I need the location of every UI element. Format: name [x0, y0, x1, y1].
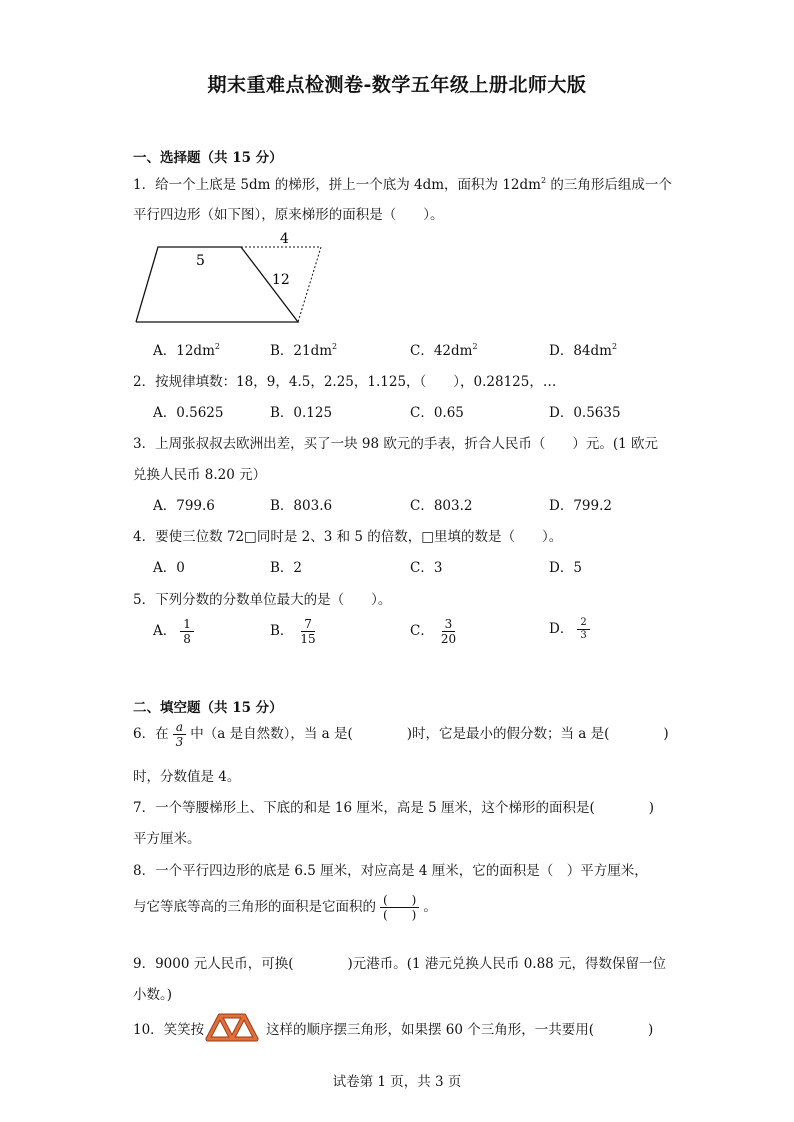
- q2-option-a[interactable]: A．0.5625: [153, 405, 224, 421]
- q4-option-a[interactable]: A．0: [153, 560, 185, 576]
- option-letter: C．: [410, 623, 434, 639]
- option-letter: C．: [410, 343, 434, 359]
- q8-line1: 8．一个平行四边形的底是 6.5 厘米，对应高是 4 厘米，它的面积是（ ）平方厘米，: [133, 863, 648, 879]
- q3-option-d[interactable]: D．799.2: [549, 498, 612, 514]
- fraction: [297, 617, 318, 646]
- q3-option-b[interactable]: B．803.6: [270, 498, 333, 514]
- q8-text-a: 与它等底等高的三角形的面积是它面积的: [133, 899, 376, 915]
- q10-post: 这样的顺序摆三角形，如果摆 60 个三角形，一共要用( ): [266, 1022, 654, 1038]
- q3-line2: 兑换人民币 8.20 元）: [133, 467, 267, 483]
- option-text: 21dm: [293, 343, 333, 359]
- q8-line2: [133, 893, 437, 922]
- q1-sup: 2: [540, 176, 547, 185]
- q4-option-d[interactable]: D．5: [549, 560, 582, 576]
- q1-option-b[interactable]: [270, 339, 337, 359]
- q1-line1: [133, 173, 672, 193]
- fraction-numerator: 3: [442, 617, 456, 632]
- fraction-numerator: 7: [301, 617, 315, 632]
- page-title: 期末重难点检测卷-数学五年级上册北师大版: [207, 74, 587, 96]
- q6-pre: 6．在: [133, 726, 169, 742]
- q7-line1: 7．一个等腰梯形上、下底的和是 16 厘米，高是 5 厘米，这个梯形的面积是( ): [133, 800, 655, 816]
- q6-line2: 时，分数值是 4。: [133, 769, 241, 785]
- q1-line2: 平行四边形（如下图），原来梯形的面积是（ ）。: [133, 207, 444, 223]
- fraction-numerator: ( ): [380, 893, 419, 908]
- option-sup: 2: [472, 342, 478, 351]
- fraction-denominator: 15: [300, 632, 316, 646]
- option-text: 42dm: [433, 343, 473, 359]
- figure-label-left: 5: [196, 253, 205, 269]
- option-sup: 2: [214, 342, 220, 351]
- option-sup: 2: [611, 342, 618, 351]
- q1-option-c[interactable]: [410, 339, 478, 359]
- section-heading-choice: 一、选择题（共 15 分）: [133, 150, 283, 166]
- q2-option-c[interactable]: C．0.65: [410, 405, 464, 421]
- option-letter: D．: [549, 343, 574, 359]
- q2-option-d[interactable]: D．0.5635: [549, 405, 621, 421]
- q7-line2: 平方厘米。: [133, 831, 201, 847]
- q1-option-d[interactable]: [549, 339, 617, 359]
- q10-pre: 10．笑笑按: [133, 1022, 205, 1038]
- q3-option-c[interactable]: C．803.2: [410, 498, 473, 514]
- q1-text-a: 1．给一个上底是 5dm 的梯形，拼上一个底为 4dm，面积为 12dm: [133, 177, 541, 193]
- fraction-denominator: 3: [175, 735, 184, 749]
- parallelogram-figure: [128, 228, 338, 330]
- option-sup: 2: [332, 342, 338, 351]
- q5-option-c[interactable]: [410, 617, 463, 646]
- q5-line1: 5．下列分数的分数单位最大的是（ ）。: [133, 592, 392, 608]
- q6-fraction: [173, 720, 187, 749]
- q6-line1: [133, 720, 669, 749]
- fraction-numerator: 2: [577, 617, 589, 630]
- fraction-denominator: 20: [440, 632, 457, 646]
- q2-option-b[interactable]: B．0.125: [270, 405, 333, 421]
- q9-line2: 小数。): [133, 987, 173, 1003]
- option-letter: B．: [270, 343, 294, 359]
- matchstick-triangles-icon: [204, 1011, 262, 1043]
- section-heading-fill: 二、填空题（共 15 分）: [133, 700, 283, 716]
- figure-label-top: 4: [280, 231, 289, 247]
- q9-line1: 9．9000 元人民币，可换( )元港币。(1 港元兑换人民币 0.88 元，得数保留一位: [133, 956, 667, 972]
- option-letter: A．: [153, 623, 177, 639]
- fraction: [438, 617, 459, 646]
- q8-fraction-blank[interactable]: [380, 893, 419, 922]
- q5-option-a[interactable]: [153, 617, 198, 646]
- fraction: [577, 617, 589, 642]
- option-text: 84dm: [573, 343, 612, 359]
- page-footer: 试卷第 1 页，共 3 页: [332, 1074, 462, 1090]
- fraction-denominator: ( ): [383, 908, 417, 922]
- q8-text-b: 。: [423, 899, 437, 915]
- q2-line1: 2．按规律填数：18，9，4.5，2.25，1.125，（ ），0.28125，…: [133, 374, 557, 390]
- fraction-denominator: 8: [183, 632, 191, 646]
- option-text: 12dm: [176, 343, 215, 359]
- q3-option-a[interactable]: A．799.6: [153, 498, 215, 514]
- q1-option-a[interactable]: [153, 339, 220, 359]
- q5-option-b[interactable]: [270, 617, 323, 646]
- fraction-numerator: a: [173, 720, 186, 735]
- q6-post: 中（a 是自然数），当 a 是( )时，它是最小的假分数；当 a 是( ): [190, 726, 669, 742]
- q1-text-b: 的三角形后组成一个: [546, 177, 672, 193]
- q4-option-c[interactable]: C．3: [410, 560, 443, 576]
- q4-line1: 4．要使三位数 72□同时是 2、3 和 5 的倍数，□里填的数是（ ）。: [133, 529, 563, 545]
- fraction-numerator: 1: [180, 617, 194, 632]
- q4-option-b[interactable]: B．2: [270, 560, 303, 576]
- option-letter: B．: [270, 623, 294, 639]
- q5-option-d[interactable]: [549, 617, 594, 642]
- fraction-denominator: 3: [580, 630, 587, 641]
- option-letter: A．: [153, 343, 177, 359]
- option-letter: D．: [549, 621, 574, 637]
- figure-label-mid: 12: [272, 272, 290, 288]
- q3-line1: 3．上周张叔叔去欧洲出差，买了一块 98 欧元的手表，折合人民币（ ）元。(1 欧元: [133, 436, 658, 452]
- fraction: [180, 617, 194, 646]
